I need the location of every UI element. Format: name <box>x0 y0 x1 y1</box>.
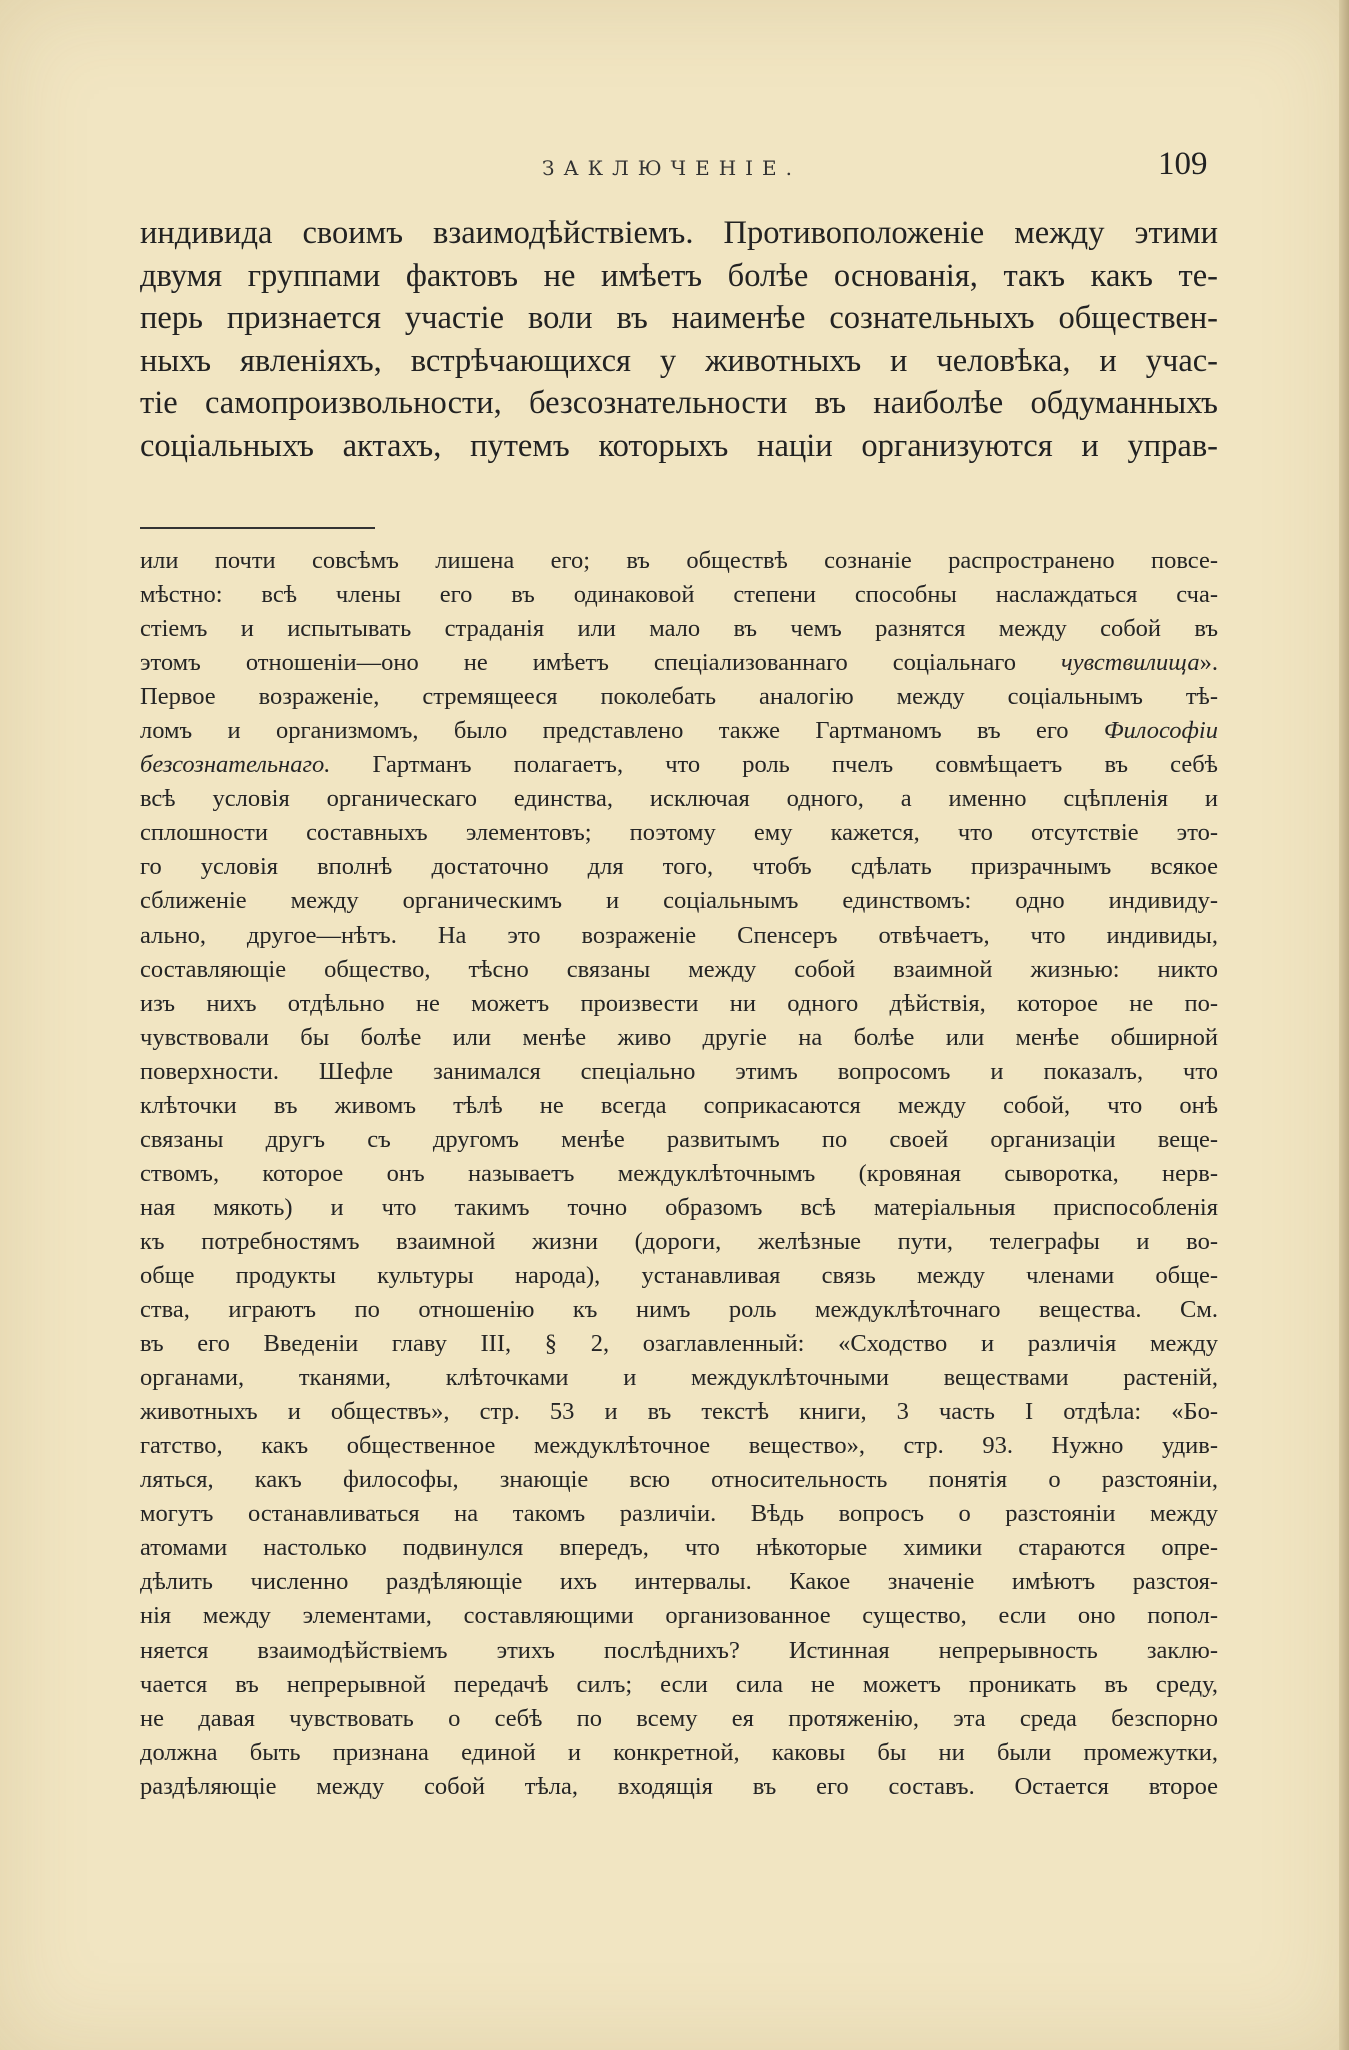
body-line: тіе самопроизвольности, безсознательности въ наиболѣе обдуманныхъ <box>140 385 1218 421</box>
footnote-text: ломъ и организмомъ, было представлено также Гартманомъ въ его <box>140 717 1069 745</box>
body-line: ныхъ явленіяхъ, встрѣчающихся у животныхъ и человѣка, и учас- <box>140 342 1218 379</box>
book-title: Философіи <box>1103 717 1218 745</box>
book-title: безсознательнаго. <box>140 751 331 779</box>
scan-edge <box>1339 0 1349 2050</box>
footnote-line: связаны другъ съ другомъ менѣе развитымъ по своей организаціи веще- <box>140 1125 1218 1153</box>
footnote-line: могутъ останавливаться на такомъ различіи. Вѣдь вопросъ о разстояніи между <box>140 1500 1218 1528</box>
footnote-line: клѣточки въ живомъ тѣлѣ не всегда соприкасаются между собой, что онѣ <box>140 1091 1218 1119</box>
main-text <box>140 212 1218 467</box>
footnote-rule <box>140 527 375 529</box>
footnote-line: животныхъ и обществъ», стр. 53 и въ текстѣ книги, 3 часть I отдѣла: «Бо- <box>140 1398 1218 1426</box>
footnote-line: ная мякоть) и что такимъ точно образомъ всѣ матеріальныя приспособленія <box>140 1193 1218 1221</box>
footnote-line: органами, тканями, клѣточками и междуклѣточными веществами растеній, <box>140 1364 1218 1392</box>
footnote-line: няется взаимодѣйствіемъ этихъ послѣднихъ? Истинная непрерывность заклю- <box>140 1636 1218 1664</box>
footnote-text: Гартманъ полагаетъ, что роль пчелъ совмѣщаетъ въ себѣ <box>372 751 1218 779</box>
footnote-line: гатство, какъ общественное междуклѣточное вещество», стр. 93. Нужно удив- <box>140 1432 1218 1460</box>
body-line: двумя группами фактовъ не имѣетъ болѣе основанія, такъ какъ те- <box>140 257 1218 294</box>
footnote-line: дѣлить численно раздѣляющіе ихъ интервалы. Какое значеніе имѣютъ разстоя- <box>140 1568 1218 1596</box>
closing-quote: ». <box>1199 649 1218 677</box>
footnote-text: этомъ отношеніи—оно не имѣетъ спеціализованнаго соціальнаго <box>140 649 1016 677</box>
footnote-line: атомами настолько подвинулся впередъ, что нѣкоторые химики стараются опре- <box>140 1534 1218 1562</box>
footnote-line <box>140 748 1218 782</box>
footnote-line: изъ нихъ отдѣльно не можетъ произвести ни одного дѣйствія, которое не по- <box>140 989 1218 1017</box>
footnote-line: Первое возраженіе, стремящееся поколебать аналогію между соціальнымъ тѣ- <box>140 683 1218 711</box>
footnote-line: ствомъ, которое онъ называетъ междуклѣточнымъ (кровяная сыворотка, нерв- <box>140 1159 1218 1187</box>
footnote-line <box>140 714 1218 748</box>
footnote-line: должна быть признана единой и конкретной, каковы бы ни были промежутки, <box>140 1738 1218 1766</box>
body-line: соціальныхъ актахъ, путемъ которыхъ націи организуются и управ- <box>140 427 1218 464</box>
page-number: 109 <box>1158 146 1208 182</box>
footnote-line: ства, играютъ по отношенію къ нимъ роль междуклѣточнаго вещества. См. <box>140 1296 1218 1324</box>
footnote-line: го условія вполнѣ достаточно для того, чтобъ сдѣлать призрачнымъ всякое <box>140 853 1218 881</box>
footnote-line: поверхности. Шефле занимался спеціально этимъ вопросомъ и показалъ, что <box>140 1057 1218 1085</box>
footnote-line: чувствовали бы болѣе или менѣе живо другіе на болѣе или менѣе обширной <box>140 1023 1218 1051</box>
footnote-line <box>140 646 1218 680</box>
footnote-line: или почти совсѣмъ лишена его; въ обществѣ сознаніе распространено повсе- <box>140 547 1218 574</box>
footnote-line: нія между элементами, составляющими организованное существо, если оно попол- <box>140 1602 1218 1630</box>
footnote-line: составляющіе общество, тѣсно связаны между собой взаимной жизнью: никто <box>140 955 1218 983</box>
footnote-line: обще продукты культуры народа), устанавливая связь между членами обще- <box>140 1261 1218 1289</box>
footnote-line: ляться, какъ философы, знающіе всю относительность понятія о разстояніи, <box>140 1466 1218 1494</box>
body-line: индивида своимъ взаимодѣйствіемъ. Противоположеніе между этими <box>140 215 1218 251</box>
footnote-line: сплошности составныхъ элементовъ; поэтому ему кажется, что отсутствіе это- <box>140 819 1218 847</box>
footnote-line: ально, другое—нѣтъ. На это возраженіе Спенсеръ отвѣчаетъ, что индивиды, <box>140 921 1218 949</box>
footnote-line: не давая чувствовать о себѣ по всему ея протяженію, эта среда безспорно <box>140 1704 1218 1732</box>
footnote-line: мѣстно: всѣ члены его въ одинаковой степени способны наслаждаться сча- <box>140 581 1218 609</box>
italic-term: чувствилища <box>1061 649 1200 677</box>
footnote-line: чается въ непрерывной передачѣ силъ; если сила не можетъ проникать въ среду, <box>140 1670 1218 1698</box>
body-line: перь признается участіе воли въ наименѣе сознательныхъ обществен- <box>140 300 1218 336</box>
footnote-line: стіемъ и испытывать страданія или мало въ чемъ разнятся между собой въ <box>140 615 1218 643</box>
footnote-line: раздѣляющіе между собой тѣла, входящія въ его составъ. Остается второе <box>140 1772 1218 1800</box>
footnote-line: сближеніе между органическимъ и соціальнымъ единствомъ: одно индивиду- <box>140 887 1218 915</box>
footnote-line: всѣ условія органическаго единства, исключая одного, а именно сцѣпленія и <box>140 785 1218 813</box>
running-title: ЗАКЛЮЧЕНІЕ. <box>542 156 801 180</box>
footnote-line: къ потребностямъ взаимной жизни (дороги, желѣзные пути, телеграфы и во- <box>140 1227 1218 1255</box>
footnote-line: въ его Введеніи главу III, § 2, озаглавленный: «Сходство и различія между <box>140 1330 1218 1358</box>
footnote <box>140 544 1218 1804</box>
running-head <box>0 148 1349 188</box>
